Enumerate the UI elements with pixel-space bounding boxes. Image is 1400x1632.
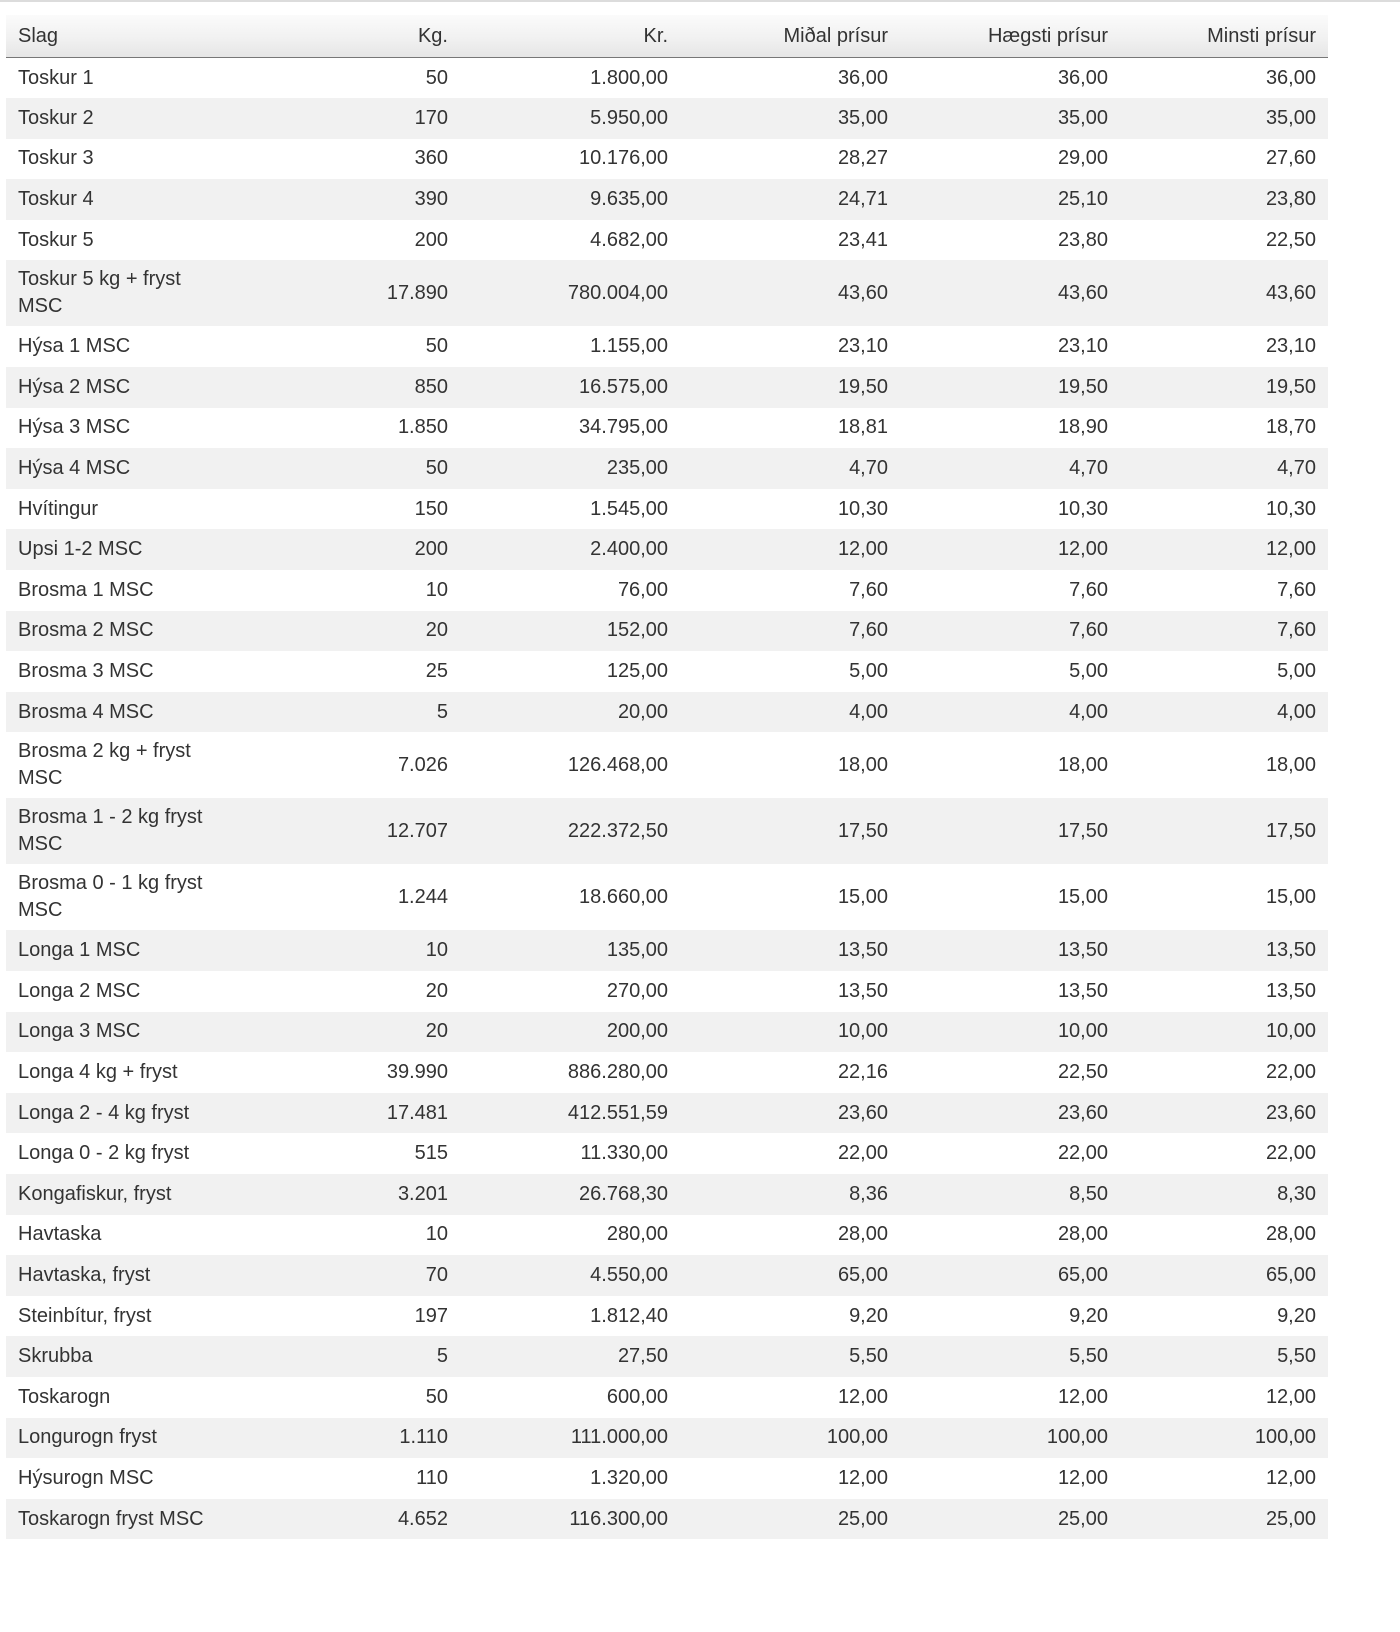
- cell-highest-price: 43,60: [1057, 281, 1108, 304]
- column-header-lowest-price[interactable]: Minsti prísur: [1120, 15, 1328, 58]
- cell-lowest-price: 12,00: [1265, 1466, 1316, 1489]
- cell-average-price: 5,00: [849, 660, 888, 683]
- cell-highest-price: 10,30: [1057, 497, 1108, 520]
- cell-highest-price: 10,00: [1057, 1020, 1108, 1043]
- cell-kr: 34.795,00: [579, 416, 668, 439]
- table-row: [6, 1052, 1328, 1093]
- cell-average-price: 100,00: [826, 1426, 888, 1449]
- cell-kg: 20: [425, 979, 448, 1002]
- cell-species: Hýsa 3 MSC: [18, 416, 131, 439]
- table-row: [6, 1133, 1328, 1174]
- cell-average-price: 25,00: [837, 1507, 888, 1530]
- cell-kr: 16.575,00: [579, 375, 668, 398]
- cell-highest-price: 22,50: [1057, 1060, 1108, 1083]
- cell-species: Havtaska, fryst: [18, 1263, 151, 1286]
- cell-kr: 1.812,40: [590, 1304, 668, 1327]
- cell-species: Toskur 4: [18, 188, 94, 211]
- cell-species: Hvítingur: [18, 497, 99, 520]
- table-row: [6, 58, 1328, 99]
- cell-highest-price: 22,00: [1057, 1142, 1108, 1165]
- cell-highest-price: 4,70: [1069, 457, 1108, 480]
- cell-kg: 5: [436, 700, 448, 723]
- cell-kr: 4.550,00: [590, 1263, 668, 1286]
- table-row: [6, 220, 1328, 261]
- cell-lowest-price: 15,00: [1265, 885, 1316, 908]
- table-row: [6, 529, 1328, 570]
- table-row: [6, 692, 1328, 733]
- cell-lowest-price: 19,50: [1265, 375, 1316, 398]
- cell-highest-price: 23,80: [1057, 228, 1108, 251]
- cell-lowest-price: 12,00: [1265, 538, 1316, 561]
- cell-lowest-price: 22,00: [1265, 1060, 1316, 1083]
- cell-kg: 360: [414, 147, 448, 170]
- cell-species: Brosma 1 MSC: [18, 578, 154, 601]
- cell-kr: 1.800,00: [590, 66, 668, 89]
- cell-kg: 10: [425, 1223, 448, 1246]
- cell-lowest-price: 7,60: [1277, 578, 1316, 601]
- cell-highest-price: 12,00: [1057, 538, 1108, 561]
- table-row: [6, 408, 1328, 449]
- cell-average-price: 22,16: [837, 1060, 888, 1083]
- cell-kg: 17.890: [386, 281, 448, 304]
- price-table: [6, 15, 1328, 1539]
- cell-highest-price: 13,50: [1057, 979, 1108, 1002]
- table-row: [6, 98, 1328, 139]
- cell-lowest-price: 23,10: [1265, 335, 1316, 358]
- header-row: [6, 15, 1328, 58]
- cell-lowest-price: 22,00: [1265, 1142, 1316, 1165]
- cell-average-price: 13,50: [837, 939, 888, 962]
- cell-kg: 25: [425, 660, 448, 683]
- cell-lowest-price: 65,00: [1265, 1263, 1316, 1286]
- cell-lowest-price: 7,60: [1277, 619, 1316, 642]
- table-body: [6, 58, 1328, 1540]
- cell-lowest-price: 28,00: [1265, 1223, 1316, 1246]
- cell-species: Toskarogn: [18, 1385, 111, 1408]
- cell-kr: 886.280,00: [567, 1060, 668, 1083]
- cell-highest-price: 28,00: [1057, 1223, 1108, 1246]
- price-table-container: [6, 15, 1328, 1539]
- table-row: [6, 1215, 1328, 1256]
- cell-lowest-price: 17,50: [1265, 819, 1316, 842]
- cell-kr: 5.950,00: [590, 106, 668, 129]
- cell-kg: 4.652: [397, 1507, 448, 1530]
- cell-highest-price: 17,50: [1057, 819, 1108, 842]
- cell-species: Longa 3 MSC: [18, 1020, 141, 1043]
- cell-species: Longa 2 - 4 kg fryst: [18, 1101, 190, 1124]
- cell-lowest-price: 36,00: [1265, 66, 1316, 89]
- cell-lowest-price: 5,50: [1277, 1345, 1316, 1368]
- cell-kg: 12.707: [386, 819, 448, 842]
- cell-kr: 11.330,00: [580, 1142, 668, 1165]
- cell-lowest-price: 35,00: [1265, 106, 1316, 129]
- cell-kr: 4.682,00: [590, 228, 668, 251]
- cell-average-price: 17,50: [837, 819, 888, 842]
- cell-kg: 10: [425, 939, 448, 962]
- cell-kr: 2.400,00: [590, 538, 668, 561]
- cell-highest-price: 19,50: [1057, 375, 1108, 398]
- cell-average-price: 12,00: [837, 1466, 888, 1489]
- cell-species: Longa 2 MSC: [18, 979, 141, 1002]
- cell-highest-price: 29,00: [1057, 147, 1108, 170]
- table-row: [6, 1174, 1328, 1215]
- cell-average-price: 23,10: [837, 335, 888, 358]
- cell-species: Brosma 1 - 2 kg fryst MSC: [18, 806, 203, 856]
- column-header-kr[interactable]: Kr.: [460, 15, 680, 58]
- table-row: [6, 1012, 1328, 1053]
- cell-kg: 3.201: [397, 1182, 448, 1205]
- cell-kr: 126.468,00: [567, 753, 668, 776]
- cell-kg: 20: [425, 1020, 448, 1043]
- table-row: [6, 1255, 1328, 1296]
- cell-highest-price: 7,60: [1069, 578, 1108, 601]
- cell-kg: 10: [425, 578, 448, 601]
- cell-average-price: 23,41: [837, 228, 888, 251]
- cell-kr: 412.551,59: [567, 1101, 668, 1124]
- cell-highest-price: 18,00: [1057, 753, 1108, 776]
- table-row: [6, 326, 1328, 367]
- cell-highest-price: 23,10: [1057, 335, 1108, 358]
- table-row: [6, 798, 1328, 864]
- table-row: [6, 179, 1328, 220]
- cell-species: Toskur 2: [18, 106, 94, 129]
- cell-lowest-price: 10,30: [1265, 497, 1316, 520]
- cell-kg: 390: [414, 188, 448, 211]
- cell-kr: 200,00: [606, 1020, 668, 1043]
- cell-kg: 17.481: [386, 1101, 448, 1124]
- cell-average-price: 10,00: [837, 1020, 888, 1043]
- cell-species: Brosma 0 - 1 kg fryst MSC: [18, 872, 203, 922]
- table-row: [6, 1336, 1328, 1377]
- cell-species: Steinbítur, fryst: [18, 1304, 152, 1327]
- cell-species: Longa 4 kg + fryst: [18, 1060, 178, 1083]
- cell-kr: 20,00: [617, 700, 668, 723]
- cell-highest-price: 35,00: [1057, 106, 1108, 129]
- cell-average-price: 4,70: [849, 457, 888, 480]
- table-row: [6, 930, 1328, 971]
- cell-highest-price: 4,00: [1069, 700, 1108, 723]
- cell-average-price: 13,50: [837, 979, 888, 1002]
- cell-lowest-price: 25,00: [1265, 1507, 1316, 1530]
- cell-species: Toskur 1: [18, 66, 94, 89]
- table-row: [6, 1458, 1328, 1499]
- cell-average-price: 22,00: [837, 1142, 888, 1165]
- table-row: [6, 367, 1328, 408]
- cell-average-price: 4,00: [849, 700, 888, 723]
- cell-lowest-price: 18,70: [1265, 416, 1316, 439]
- cell-species: Toskarogn fryst MSC: [18, 1507, 204, 1530]
- cell-kg: 50: [425, 335, 448, 358]
- cell-highest-price: 13,50: [1057, 939, 1108, 962]
- cell-average-price: 23,60: [837, 1101, 888, 1124]
- cell-species: Skrubba: [18, 1345, 93, 1368]
- cell-kr: 152,00: [606, 619, 668, 642]
- cell-kr: 600,00: [606, 1385, 668, 1408]
- cell-kg: 150: [414, 497, 448, 520]
- cell-lowest-price: 43,60: [1265, 281, 1316, 304]
- cell-average-price: 15,00: [837, 885, 888, 908]
- cell-average-price: 12,00: [837, 538, 888, 561]
- cell-species: Havtaska: [18, 1223, 102, 1246]
- cell-species: Hýsa 2 MSC: [18, 375, 131, 398]
- cell-average-price: 9,20: [849, 1304, 888, 1327]
- cell-highest-price: 36,00: [1057, 66, 1108, 89]
- cell-species: Upsi 1-2 MSC: [18, 538, 143, 561]
- cell-kr: 27,50: [617, 1345, 668, 1368]
- cell-lowest-price: 27,60: [1265, 147, 1316, 170]
- cell-average-price: 43,60: [837, 281, 888, 304]
- cell-average-price: 5,50: [849, 1345, 888, 1368]
- table-row: [6, 1296, 1328, 1337]
- table-row: [6, 1418, 1328, 1459]
- cell-kg: 50: [425, 66, 448, 89]
- cell-kr: 111.000,00: [570, 1426, 668, 1449]
- cell-lowest-price: 100,00: [1254, 1426, 1316, 1449]
- cell-kr: 270,00: [606, 979, 668, 1002]
- table-row: [6, 971, 1328, 1012]
- cell-species: Kongafiskur, fryst: [18, 1182, 172, 1205]
- cell-lowest-price: 5,00: [1277, 660, 1316, 683]
- cell-highest-price: 12,00: [1057, 1466, 1108, 1489]
- cell-kg: 200: [414, 538, 448, 561]
- cell-kg: 515: [414, 1142, 448, 1165]
- cell-species: Hýsurogn MSC: [18, 1466, 154, 1489]
- cell-average-price: 35,00: [837, 106, 888, 129]
- cell-highest-price: 5,00: [1069, 660, 1108, 683]
- cell-highest-price: 23,60: [1057, 1101, 1108, 1124]
- table-row: [6, 1499, 1328, 1540]
- cell-kg: 50: [425, 1385, 448, 1408]
- table-row: [6, 260, 1328, 326]
- cell-kg: 50: [425, 457, 448, 480]
- cell-lowest-price: 10,00: [1265, 1020, 1316, 1043]
- cell-species: Brosma 2 MSC: [18, 619, 154, 642]
- cell-lowest-price: 8,30: [1277, 1182, 1316, 1205]
- cell-average-price: 65,00: [837, 1263, 888, 1286]
- cell-kg: 170: [414, 106, 448, 129]
- cell-species: Brosma 2 kg + fryst MSC: [18, 740, 191, 790]
- column-header-kg[interactable]: Kg.: [220, 15, 460, 58]
- cell-highest-price: 5,50: [1069, 1345, 1108, 1368]
- cell-average-price: 12,00: [837, 1385, 888, 1408]
- cell-kr: 135,00: [606, 939, 668, 962]
- cell-average-price: 18,00: [837, 753, 888, 776]
- cell-species: Longurogn fryst: [18, 1426, 157, 1449]
- table-row: [6, 1377, 1328, 1418]
- cell-kr: 76,00: [617, 578, 668, 601]
- cell-kr: 1.155,00: [590, 335, 668, 358]
- table-row: [6, 611, 1328, 652]
- cell-highest-price: 7,60: [1069, 619, 1108, 642]
- table-row: [6, 1093, 1328, 1134]
- cell-species: Longa 1 MSC: [18, 939, 141, 962]
- cell-average-price: 7,60: [849, 619, 888, 642]
- cell-average-price: 7,60: [849, 578, 888, 601]
- cell-lowest-price: 23,80: [1265, 188, 1316, 211]
- table-row: [6, 864, 1328, 930]
- top-divider: [0, 0, 1400, 2]
- cell-kr: 125,00: [606, 660, 668, 683]
- cell-kr: 9.635,00: [590, 188, 668, 211]
- cell-kr: 18.660,00: [579, 885, 668, 908]
- cell-kg: 5: [436, 1345, 448, 1368]
- cell-species: Longa 0 - 2 kg fryst: [18, 1142, 190, 1165]
- column-header-average-price[interactable]: Miðal prísur: [680, 15, 900, 58]
- cell-kr: 10.176,00: [579, 147, 668, 170]
- cell-lowest-price: 23,60: [1265, 1101, 1316, 1124]
- table-row: [6, 139, 1328, 180]
- cell-highest-price: 25,10: [1057, 188, 1108, 211]
- cell-species: Toskur 5 kg + fryst MSC: [18, 268, 181, 318]
- column-header-slag[interactable]: Slag: [6, 15, 220, 58]
- cell-highest-price: 12,00: [1057, 1385, 1108, 1408]
- cell-kg: 1.850: [397, 416, 448, 439]
- cell-kr: 280,00: [606, 1223, 668, 1246]
- cell-species: Toskur 3: [18, 147, 94, 170]
- cell-kr: 26.768,30: [579, 1182, 668, 1205]
- cell-highest-price: 100,00: [1046, 1426, 1108, 1449]
- table-row: [6, 651, 1328, 692]
- cell-kr: 116.300,00: [569, 1507, 668, 1530]
- cell-highest-price: 8,50: [1069, 1182, 1108, 1205]
- cell-average-price: 24,71: [837, 188, 888, 211]
- table-row: [6, 732, 1328, 798]
- cell-kg: 70: [425, 1263, 448, 1286]
- cell-kr: 222.372,50: [567, 819, 668, 842]
- cell-lowest-price: 9,20: [1277, 1304, 1316, 1327]
- table-header: [6, 15, 1328, 58]
- cell-highest-price: 18,90: [1057, 416, 1108, 439]
- cell-highest-price: 15,00: [1057, 885, 1108, 908]
- cell-lowest-price: 22,50: [1265, 228, 1316, 251]
- cell-average-price: 18,81: [837, 416, 888, 439]
- cell-average-price: 8,36: [849, 1182, 888, 1205]
- cell-species: Brosma 3 MSC: [18, 660, 154, 683]
- cell-kg: 1.110: [399, 1426, 448, 1449]
- cell-kr: 235,00: [606, 457, 668, 480]
- cell-lowest-price: 13,50: [1265, 939, 1316, 962]
- cell-average-price: 28,27: [837, 147, 888, 170]
- column-header-highest-price[interactable]: Hægsti prísur: [900, 15, 1120, 58]
- cell-highest-price: 65,00: [1057, 1263, 1108, 1286]
- cell-lowest-price: 4,00: [1277, 700, 1316, 723]
- cell-kg: 39.990: [386, 1060, 448, 1083]
- cell-kg: 200: [414, 228, 448, 251]
- cell-average-price: 36,00: [837, 66, 888, 89]
- cell-kg: 197: [414, 1304, 448, 1327]
- cell-kg: 1.244: [397, 885, 448, 908]
- table-row: [6, 570, 1328, 611]
- cell-species: Hýsa 4 MSC: [18, 457, 131, 480]
- cell-average-price: 10,30: [837, 497, 888, 520]
- cell-kg: 7.026: [397, 753, 448, 776]
- cell-lowest-price: 18,00: [1265, 753, 1316, 776]
- cell-species: Hýsa 1 MSC: [18, 335, 131, 358]
- cell-species: Brosma 4 MSC: [18, 700, 154, 723]
- cell-average-price: 19,50: [837, 375, 888, 398]
- cell-lowest-price: 4,70: [1277, 457, 1316, 480]
- table-row: [6, 489, 1328, 530]
- cell-average-price: 28,00: [837, 1223, 888, 1246]
- cell-lowest-price: 12,00: [1265, 1385, 1316, 1408]
- cell-kr: 1.320,00: [590, 1466, 668, 1489]
- cell-kg: 850: [414, 375, 448, 398]
- cell-kr: 780.004,00: [567, 281, 668, 304]
- cell-highest-price: 9,20: [1069, 1304, 1108, 1327]
- cell-kr: 1.545,00: [590, 497, 668, 520]
- cell-highest-price: 25,00: [1057, 1507, 1108, 1530]
- cell-species: Toskur 5: [18, 228, 94, 251]
- cell-lowest-price: 13,50: [1265, 979, 1316, 1002]
- cell-kg: 20: [425, 619, 448, 642]
- table-row: [6, 448, 1328, 489]
- cell-kg: 110: [416, 1466, 448, 1489]
